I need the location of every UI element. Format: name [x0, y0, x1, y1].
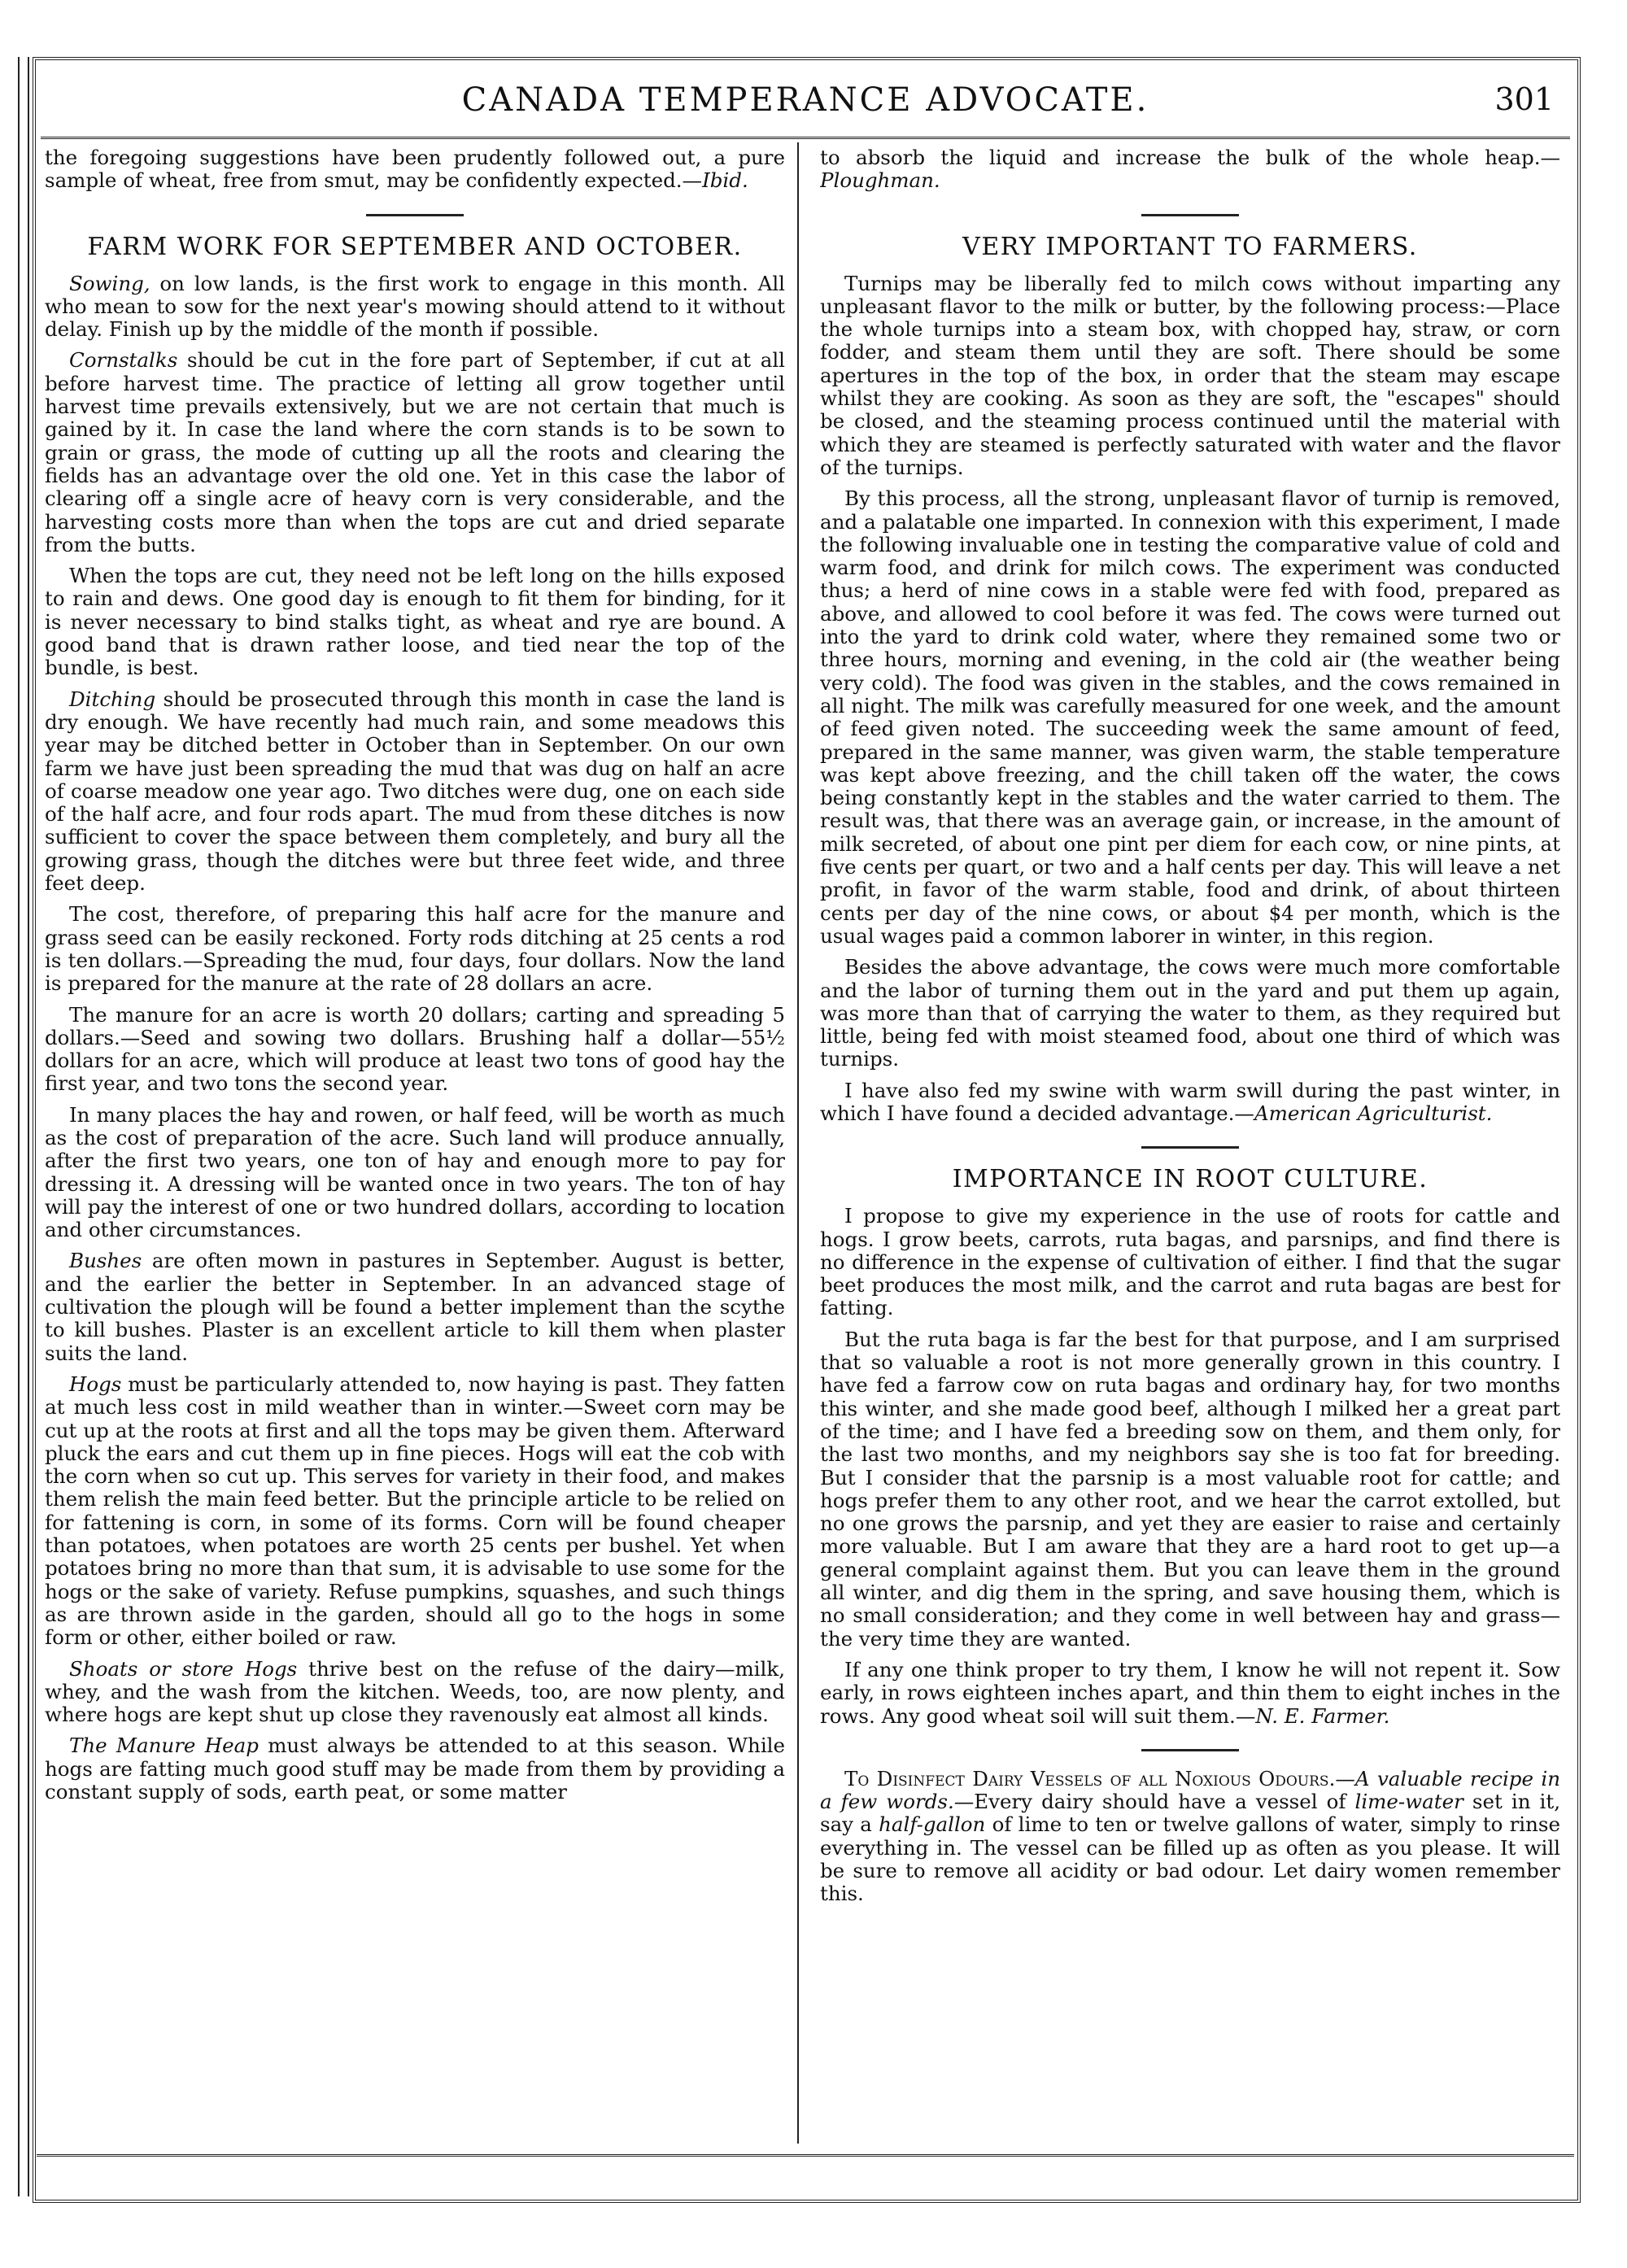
- farmers-heading: VERY IMPORTANT TO FARMERS.: [962, 232, 1418, 261]
- continuation-text: to absorb the liquid and increase the bulk of the whole heap.—: [820, 146, 1560, 169]
- paragraph-text: If any one think proper to try them, I know he will not repent it. Sow early, in rows eighteen inches apart, and thin them to eight inches in the rows. Any good wheat soil will suit them.—: [820, 1657, 1560, 1728]
- disinfect-title: To Disinfect Dairy Vessels of all Noxious Odours.—: [844, 1766, 1355, 1790]
- emphasis-text: lime-water: [1354, 1790, 1463, 1814]
- article-paragraph: [45, 349, 785, 556]
- intro-paragraph: [45, 146, 785, 193]
- paragraph-text: must always be attended to at this season. While hogs are fatting much good stuff may be made from them by providing a constant supply of sods, earth peat, or some matter: [45, 1734, 785, 1803]
- paragraph-text: I have also fed my swine with warm swill during the past winter, in which I have found a decided advantage.—: [820, 1078, 1560, 1125]
- paragraph-text: —Every dairy should have a vessel of: [953, 1790, 1355, 1814]
- article-paragraph: [820, 1659, 1560, 1728]
- article-paragraph: I propose to give my experience in the use of roots for cattle and hogs. I grow beets, carrots, ruta bagas, and parsnips, and find there is no difference in the expense of cultivation of either. I find that the sugar beet produces the most milk, and the carrot and ruta bagas are best for fatting.: [820, 1204, 1560, 1320]
- right-column: [820, 146, 1560, 2139]
- article-paragraph: [45, 1734, 785, 1803]
- paragraph-lead: Bushes: [69, 1249, 142, 1273]
- paragraph-lead: Hogs: [69, 1372, 122, 1396]
- disinfect-subtitle: A valuable recipe in a few words.: [820, 1766, 1560, 1814]
- roots-heading: IMPORTANCE IN ROOT CULTURE.: [952, 1165, 1429, 1194]
- article-paragraph: Turnips may be liberally fed to milch cows without imparting any unpleasant flavor to the milk or butter, by the following process:—Place the whole turnips into a steam box, with chopped hay, straw, or corn fodder, and steam them until they are soft. There should be some apertures in the top of the box, in order that the steam may escape whilst they are cooking. As soon as they are soft, the "escapes" should be closed, and the steaming process continued until the material with which they are steamed is perfectly saturated with water and the flavor of the turnips.: [820, 271, 1560, 479]
- disinfect-paragraph: [820, 1768, 1560, 1906]
- page-header: [41, 73, 1570, 139]
- paragraph-lead: Ditching: [69, 687, 156, 711]
- article-paragraph: [45, 273, 785, 342]
- paragraph-text: must be particularly attended to, now haying is past. They fatten at much less cost in mild weather than in winter.—Sweet corn may be cut up at the roots at first and all the tops may be given them. Afterward pluck the ears and cut them up in fine pieces. Hogs will eat the cob with the corn when so cut up. This serves for variety in their food, and makes them relish the main feed better. But the principle article to be relied on for fattening is corn, in some of its forms. Corn will be found cheaper than potatoes, when potatoes are worth 25 cents per bushel. Yet when potatoes bring no more than that sum, it is advisable to use some for the hogs or the sake of variety. Refuse pumpkins, squashes, and such things as are thrown aside in the garden, should all go to the hogs in some form or other, either boiled or raw.: [45, 1372, 785, 1650]
- article-credit: American Agriculturist.: [1254, 1101, 1493, 1125]
- newspaper-title: CANADA TEMPERANCE ADVOCATE.: [461, 81, 1149, 119]
- article-paragraph: [45, 1373, 785, 1650]
- article-paragraph: The manure for an acre is worth 20 dollars; carting and spreading 5 dollars.—Seed and sowing two dollars. Brushing half a dollar—55½ dollars for an acre, which will produce at least two tons of good hay the first year, and two tons the second year.: [45, 1002, 785, 1096]
- column-divider: [797, 142, 799, 2144]
- farm-work-heading: FARM WORK FOR SEPTEMBER AND OCTOBER.: [87, 232, 743, 261]
- article-paragraph: [820, 1079, 1560, 1126]
- article-paragraph: [45, 688, 785, 896]
- intro-text: the foregoing suggestions have been prudently followed out, a pure sample of wheat, free from smut, may be confidently expected.—: [45, 146, 785, 193]
- article-paragraph: But the ruta baga is far the best for that purpose, and I am surprised that so valuable a root is not more generally grown in this country. I have fed a farrow cow on ruta bagas and ordinary hay, for two months this winter, and she made good beef, although I milked her a great part of the time; and I have fed a breeding sow on them, and them only, for the last two months, and my neighbors say she is too fat for breeding. But I consider that the parsnip is a most valuable root for cattle; and hogs prefer them to any other root, and we hear the carrot extolled, but no one grows the parsnip, and yet they are easier to raise and certainly more valuable. But I am aware that they are a hard root to get up—a general complaint against them. But you can leave them in the ground all winter, and dig them in the spring, and save housing them, which is no small consideration; and they come in well between hay and grass—the very time they are wanted.: [820, 1327, 1560, 1651]
- article-paragraph: [45, 1658, 785, 1727]
- article-paragraph: In many places the hay and rowen, or half feed, will be worth as much as the cost of preparation of the acre. Such land will produce annually, after the first two years, one ton of hay and enough more to pay for dressing it. A dressing will be wanted once in two years. The ton of hay will pay the interest of one or two hundred dollars, according to location and other circumstances.: [45, 1102, 785, 1242]
- page-number: 301: [1494, 81, 1554, 117]
- section-separator: [1141, 1749, 1239, 1751]
- paragraph-text: set in it, say a: [820, 1790, 1560, 1837]
- paragraph-lead: Cornstalks: [69, 348, 178, 373]
- paragraph-lead: Sowing,: [69, 271, 150, 295]
- paragraph-text: thrive best on the refuse of the dairy—milk, whey, and the wash from the kitchen. Weeds, too, are now plenty, and where hogs are kept shut up close they ravenously eat almost all kinds.: [45, 1656, 785, 1727]
- continuation-paragraph: [820, 146, 1560, 193]
- paragraph-text: on low lands, is the first work to engage in this month. All who mean to sow for the next year's mowing should attend to it without delay. Finish up by the middle of the month if possible.: [45, 271, 785, 342]
- article-paragraph: [45, 1250, 785, 1364]
- left-column: [45, 146, 785, 2139]
- article-paragraph: When the tops are cut, they need not be left long on the hills exposed to rain and dews. One good day is enough to fit them for binding, for it is never necessary to bind stalks tight, as wheat and rye are bound. A good band that is drawn rather loose, and tied near the top of the bundle, is best.: [45, 564, 785, 680]
- paragraph-lead: The Manure Heap: [69, 1734, 259, 1758]
- section-separator: [1141, 214, 1239, 216]
- paragraph-text: should be prosecuted through this month in case the land is dry enough. We have recently had much rain, and some meadows this year may be ditched better in October than in September. On our own farm we have just been spreading the mud that was dug on half an acre of coarse meadow one year ago. Two ditches were dug, one on each side of the half acre, and four rods apart. The mud from these ditches is now sufficient to cover the space between them completely, and bury all the growing grass, though the ditches were but three feet wide, and three feet deep.: [45, 687, 785, 896]
- paragraph-lead: Shoats or store Hogs: [69, 1656, 298, 1681]
- emphasis-text: half-gallon: [879, 1812, 986, 1837]
- article-paragraph: The cost, therefore, of preparing this half acre for the manure and grass seed can be easily reckoned. Forty rods ditching at 25 cents a rod is ten dollars.—Spreading the mud, four days, four dollars. Now the land is prepared for the manure at the rate of 28 dollars an acre.: [45, 902, 785, 996]
- section-separator: [1141, 1146, 1239, 1149]
- article-credit: N. E. Farmer.: [1255, 1703, 1390, 1728]
- intro-credit: Ibid.: [702, 168, 748, 193]
- left-margin-rule: [18, 57, 29, 2196]
- section-separator: [366, 214, 464, 216]
- paragraph-text: are often mown in pastures in September. August is better, and the earlier the better in September. In an advanced stage of cultivation the plough will be found a better implement than the scythe to kill bushes. Plaster is an excellent article to kill them when plaster suits the land.: [45, 1249, 785, 1365]
- continuation-credit: Ploughman.: [820, 168, 940, 193]
- paragraph-text: of lime to ten or twelve gallons of water, simply to rinse everything in. The vessel can be filled up as often as you please. It will be sure to remove all acidity or bad odour. Let dairy women remember this.: [820, 1812, 1560, 1906]
- article-paragraph: Besides the above advantage, the cows were much more comfortable and the labor of turning them out in the yard and put them up again, was more than that of carrying the water to them, as they required but little, being fed with moist steamed food, about one third of which was turnips.: [820, 955, 1560, 1071]
- bottom-rule: [37, 2154, 1574, 2163]
- article-paragraph: By this process, all the strong, unpleasant flavor of turnip is removed, and a palatable one imparted. In connexion with this experiment, I made the following invaluable one in testing the comparative value of cold and warm food, and drink for milch cows. The experiment was conducted thus; a herd of nine cows in a stable were fed with food, prepared as above, and allowed to cool before it was fed. The cows were turned out into the yard to drink cold water, where they remained some two or three hours, morning and evening, in the cold air (the weather being very cold). The food was given in the stables, and the cows remained in all night. The milk was carefully measured for one week, and the amount of feed given noted. The succeeding week the same amount of feed, prepared in the same manner, was given warm, the stable temperature was kept above freezing, and the chill taken off the water, the cows being constantly kept in the stables and the water carried to them. The result was, that there was an average gain, or increase, in the amount of milk secreted, of about one pint per diem for each cow, or nine pints, at five cents per quart, or two and a half cents per day. This will leave a net profit, in favor of the warm stable, food and drink, of about thirteen cents per day of the nine cows, or about $4 per month, which is the usual wages paid a common laborer in winter, in this region.: [820, 486, 1560, 948]
- paragraph-text: should be cut in the fore part of September, if cut at all before harvest time. The practice of letting all grow together until harvest time prevails extensively, but we are not certain that much is gained by it. In case the land where the corn stands is to be sown to grain or grass, the mode of cutting up all the roots and clearing the fields has an advantage over the old one. Yet in this case the labor of clearing off a single acre of heavy corn is very considerable, and the harvesting costs more than when the tops are cut and dried separate from the butts.: [45, 348, 785, 556]
